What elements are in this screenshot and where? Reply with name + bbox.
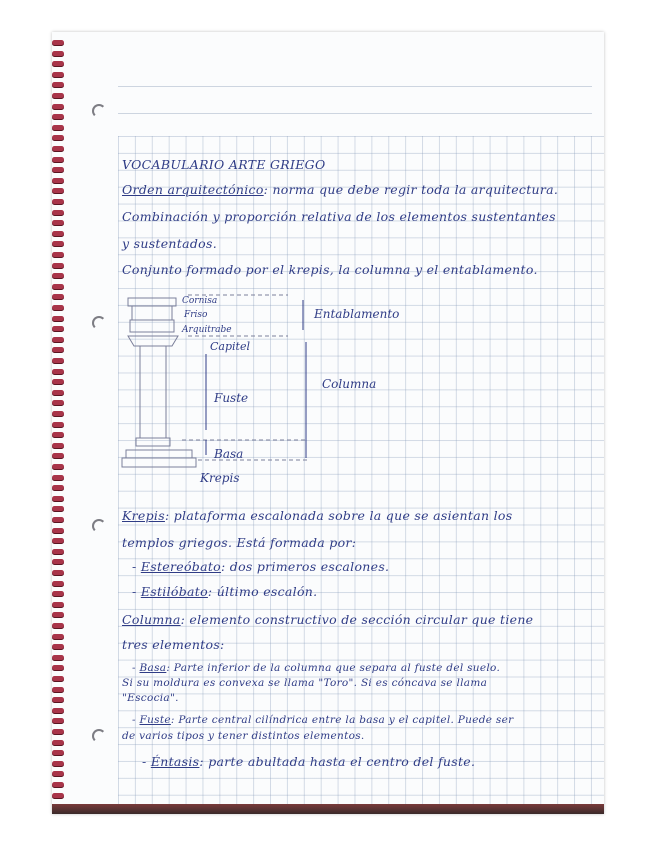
spiral-ring [52,316,64,321]
krepis-line-2: templos griegos. Está formada por: [122,535,357,550]
label-fuste: Fuste [214,391,249,405]
header-margin [118,86,592,114]
punch-hole [92,316,106,330]
spiral-ring [52,443,64,448]
columna-term: Columna [122,612,181,627]
column-diagram-svg [118,290,418,490]
estereobato-def: : dos primeros escalones. [220,559,390,574]
orden-line-4: Conjunto formado por el krepis, la columna y el entablamento. [122,262,538,277]
spiral-ring [52,157,64,162]
spiral-ring [52,517,64,522]
spiral-ring [52,284,64,289]
entasis-line: - Éntasis: parte abultada hasta el centro del fuste. [142,754,476,769]
spiral-ring [52,761,64,766]
spiral-ring [52,167,64,172]
entasis-term: Éntasis [150,754,200,769]
spiral-ring [52,475,64,480]
label-columna: Columna [322,377,377,391]
spiral-ring [52,369,64,374]
spiral-ring [52,559,64,564]
orden-term: Orden arquitectónico [122,182,264,197]
spiral-ring [52,305,64,310]
orden-def: : norma que debe regir toda la arquitectura. [263,182,559,197]
spiral-ring [52,612,64,617]
spiral-ring [52,51,64,56]
spiral-ring [52,464,64,469]
cornisa-shape [128,298,176,306]
spiral-ring [52,61,64,66]
spiral-ring [52,294,64,299]
page-bottom-edge [52,804,604,814]
entasis-def: : parte abultada hasta el centro del fuste. [199,754,476,769]
spiral-ring [52,655,64,660]
spiral-ring [52,506,64,511]
basa-shape [136,438,170,446]
spiral-ring [52,581,64,586]
basa-def: : Parte inferior de la columna que separa al fuste del suelo. [166,662,501,674]
spiral-ring [52,793,64,798]
spiral-ring [52,241,64,246]
spiral-ring [52,358,64,363]
spiral-ring [52,199,64,204]
spiral-ring [52,485,64,490]
basa-line-3: "Escocia". [122,692,179,704]
spiral-ring [52,634,64,639]
spiral-ring [52,538,64,543]
spiral-ring [52,623,64,628]
basa-line-1: - Basa: Parte inferior de la columna que separa al fuste del suelo. [132,662,501,674]
punch-hole [92,729,106,743]
label-krepis: Krepis [200,471,240,485]
basa-line-2: Si su moldura es convexa se llama "Toro". Si es cóncava se llama [122,677,488,689]
spiral-ring [52,740,64,745]
orden-line-3: y sustentados. [122,236,217,251]
estilobato-term: Estilóbato [140,584,208,599]
page-title: VOCABULARIO ARTE GRIEGO [122,157,326,172]
spiral-ring [52,432,64,437]
estereobato-term: Estereóbato [140,559,221,574]
spiral-ring [52,379,64,384]
spiral-ring [52,750,64,755]
spiral-ring [52,104,64,109]
spiral-ring [52,273,64,278]
estilobato-line: - Estilóbato: último escalón. [132,584,318,599]
fuste-line-2: de varios tipos y tener distintos elementos. [122,730,365,742]
spiral-ring [52,263,64,268]
spiral-ring [52,602,64,607]
krepis-step-2 [122,458,196,467]
punch-hole [92,519,106,533]
columna-line-1 [122,612,533,627]
label-friso: Friso [184,310,208,320]
spiral-ring [52,114,64,119]
orden-line-1 [122,182,558,197]
spiral-ring [52,337,64,342]
spiral-ring [52,422,64,427]
spiral-ring [52,93,64,98]
label-arquitrabe: Arquitrabe [182,325,232,335]
spiral-ring [52,591,64,596]
spiral-ring [52,82,64,87]
spiral-ring [52,188,64,193]
spiral-ring [52,210,64,215]
spiral-ring [52,411,64,416]
spiral-ring [52,697,64,702]
spiral-ring [52,528,64,533]
capitel-shape [128,336,178,346]
spiral-ring [52,453,64,458]
spiral-ring [52,676,64,681]
spiral-ring [52,782,64,787]
label-capitel: Capitel [210,340,250,353]
spiral-ring [52,72,64,77]
columna-def: : elemento constructivo de sección circular que tiene [180,612,534,627]
spiral-ring [52,178,64,183]
columna-line-2: tres elementos: [122,637,225,652]
spiral-ring [52,718,64,723]
spiral-ring [52,220,64,225]
friso-shape [132,306,172,320]
spiral-ring [52,400,64,405]
fuste-def: : Parte central cilíndrica entre la basa y el capitel. Puede ser [170,714,514,726]
estereobato-line: - Estereóbato: dos primeros escalones. [132,559,390,574]
fuste-line-1: - Fuste: Parte central cilíndrica entre la basa y el capitel. Puede ser [132,714,514,726]
spiral-ring [52,135,64,140]
spiral-ring [52,771,64,776]
arquitrabe-shape [130,320,174,332]
fuste-term: Fuste [139,714,171,726]
spiral-ring [52,125,64,130]
spiral-ring [52,665,64,670]
spiral-ring [52,687,64,692]
basa-term: Basa [139,662,167,674]
spiral-ring [52,347,64,352]
spiral-ring [52,549,64,554]
label-entablamento: Entablamento [314,307,400,321]
spiral-ring [52,644,64,649]
spiral-ring [52,146,64,151]
spiral-ring [52,326,64,331]
punch-hole [92,104,106,118]
spiral-ring [52,231,64,236]
krepis-step-1 [126,450,192,458]
krepis-line-1 [122,508,512,523]
spiral-ring [52,390,64,395]
label-cornisa: Cornisa [182,296,218,306]
spiral-ring [52,252,64,257]
column-diagram [118,290,418,494]
estilobato-def: : último escalón. [207,584,318,599]
krepis-def: : plataforma escalonada sobre la que se asientan los [164,508,513,523]
orden-line-2: Combinación y proporción relativa de los elementos sustentantes [122,209,556,224]
label-basa: Basa [214,447,244,461]
spiral-ring [52,40,64,45]
spiral-ring [52,570,64,575]
krepis-term: Krepis [122,508,165,523]
spiral-ring [52,496,64,501]
spiral-ring [52,729,64,734]
spiral-ring [52,708,64,713]
